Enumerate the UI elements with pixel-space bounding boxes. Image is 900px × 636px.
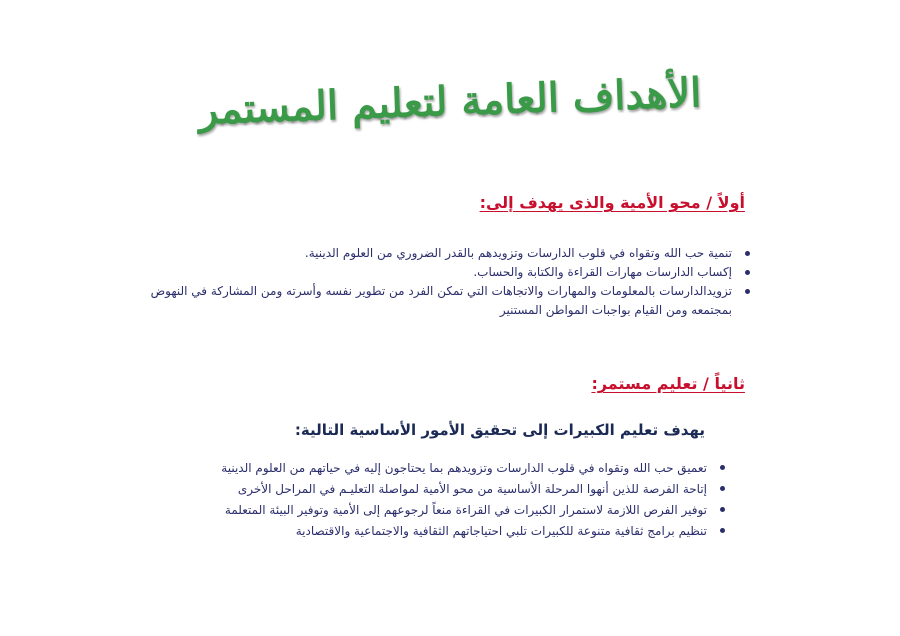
bullet-icon [745,270,750,275]
list-item-text: تزويدالدارسات بالمعلومات والمهارات والاتجاهات التي تمكن الفرد من تطوير نفسه وأسرته ومن المشاركة في النهوض بمجتمعه ومن القيام بواجبات المواطن المستنير [150,284,732,317]
bullet-icon [745,251,750,256]
bullet-icon [720,486,725,491]
list-item [165,521,725,542]
literacy-goals-list [145,244,750,320]
section-heading-continuing-education: ثانياً / تعليم مستمر: [591,374,745,393]
continuing-education-goals-list [165,458,725,542]
list-item [165,500,725,521]
bullet-icon [720,507,725,512]
list-item-text: تعميق حب الله وتقواه في قلوب الدارسات وتزويدهم بما يحتاجون إليه في حياتهم من العلوم الدينية [221,461,707,475]
bullet-icon [720,528,725,533]
list-item [165,479,725,500]
list-item-text: توفير الفرص اللازمة لاستمرار الكبيرات في القراءة منعاً لرجوعهم إلى الأمية وتوفير البيئة المتعلمة [224,503,707,517]
page-title: الأهداف العامة لتعليم المستمر [197,69,703,134]
list-item-text: تنظيم برامج ثقافية متنوعة للكبيرات تلبي احتياجاتهم الثقافية والاجتماعية والاقتصادية [295,524,707,538]
list-item-text: إكساب الدارسات مهارات القراءة والكتابة والحساب. [473,265,732,279]
list-item [165,458,725,479]
bullet-icon [720,465,725,470]
list-item [145,263,750,282]
list-item-text: تنمية حب الله وتقواه في قلوب الدارسات وتزويدهم بالقدر الضروري من العلوم الدينية. [304,246,732,260]
bullet-icon [745,289,750,294]
section-subheading: يهدف تعليم الكبيرات إلى تحقيق الأمور الأساسية التالية: [294,421,705,439]
list-item [145,244,750,263]
list-item [145,282,750,320]
section-heading-literacy: أولاً / محو الأمية والذى يهدف إلى: [479,193,745,212]
list-item-text: إتاحة الفرصة للذين أنهوا المرحلة الأساسية من محو الأمية لمواصلة التعليـم في المراحل الأخرى [237,482,707,496]
